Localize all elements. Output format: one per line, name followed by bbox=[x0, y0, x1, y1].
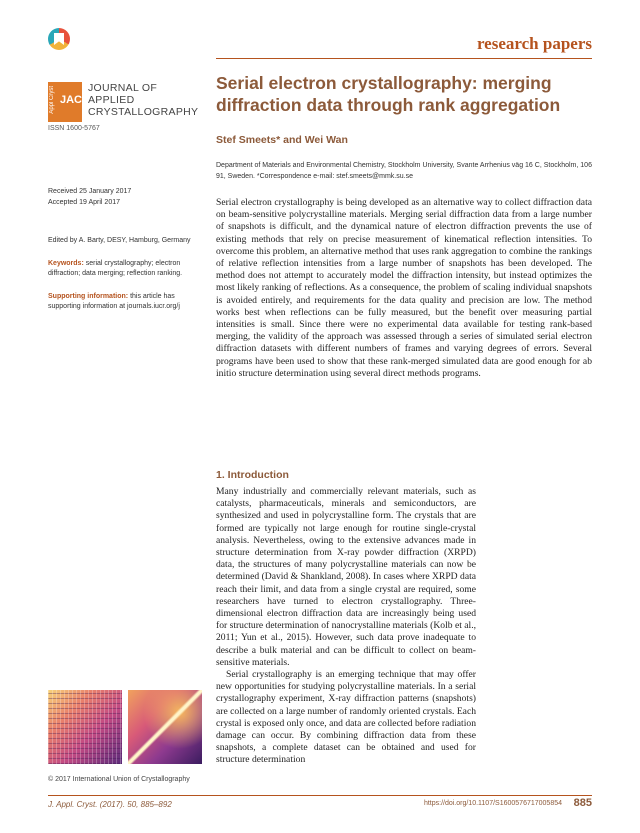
section-label: research papers bbox=[476, 34, 592, 53]
section-heading: 1. Introduction bbox=[216, 469, 289, 481]
cover-image-left bbox=[48, 690, 122, 764]
doi-link[interactable]: https://doi.org/10.1107/S1600576717005854 bbox=[423, 800, 562, 807]
header-divider bbox=[216, 58, 592, 59]
citation: J. Appl. Cryst. (2017). 50, 885–892 bbox=[48, 800, 172, 809]
journal-name: JOURNAL OF APPLIED CRYSTALLOGRAPHY bbox=[88, 82, 199, 118]
abstract: Serial electron crystallography is being developed as an alternative way to collect diffraction data on beam-sensitive polycrystalline materials. Merging serial diffraction data from a large number of snapshots is difficult, and the dynamical nature of electron diffraction prevents the use of existing methods that rely on precise measurement of kinematical reflection intensities. To overcome this problem, an alternative method that uses rank aggregation to combine the rankings of relative reflection intensities from a large number of snapshots has been developed. The method does not attempt to accurately model the diffraction intensity, but instead optimizes the most likely ranking of reflections. As a consequence, the problem of scaling individual snapshots is avoided entirely, and requirements for the data quality and precision are low. The method works best when reflections can be fully measured, but the benefit over measuring partial intensities is small. Since there were no experimental data available for testing rank-based merging, the validity of the approach was assessed through a series of simulated serial electron diffraction datasets with different numbers of frames and varying degrees of errors. Several programs have been used to show that these rank-merged simulated data are good enough for ab initio structure determination using several direct methods programs. bbox=[216, 197, 592, 379]
issn: ISSN 1600-5767 bbox=[48, 125, 100, 132]
logo-abbrev: JAC bbox=[60, 94, 83, 106]
cover-image-right bbox=[128, 690, 202, 764]
intro-paragraph-1: Many industrially and commercially relevant materials, such as catalysts, pharmaceuticals, minerals and semiconductors, are synthesized and used in polycrystalline form. The crystals that are formed are typically not large enough for routine single-crystal analysis. Nevertheless, owing to the extensive advances made in structure determination from X-ray powder diffraction (XRPD) data, the structures of many polycrystalline materials can now be determined (David & Shankland, 2008). In cases where XRPD data reach their limit, and data from a single crystal are required, some researchers have turned to electron crystallography. Three-dimensional electron diffraction data are increasingly being used for structure determination of nanocrystalline materials (Kolb et al., 2011; Yun et al., 2015). However, such data prove inadequate to describe a bulk material and can be difficult to collect on beam-sensitive materials. bbox=[216, 486, 477, 668]
accepted-date: Accepted 19 April 2017 bbox=[48, 199, 120, 206]
crossmark-icon[interactable] bbox=[48, 28, 70, 50]
affiliation: Department of Materials and Environmental Chemistry, Stockholm University, Svante Arrhenius väg 16 C, Stockholm, 106 91, Sweden. *Correspondence e-mail: stef.smeets@mmk.su.se bbox=[216, 162, 592, 180]
authors: Stef Smeets* and Wei Wan bbox=[216, 134, 348, 146]
article-title: Serial electron crystallography: merging diffraction data through rank aggregation bbox=[216, 73, 561, 115]
copyright: © 2017 International Union of Crystallography bbox=[48, 776, 190, 783]
footer-divider bbox=[48, 795, 592, 796]
logo-vertical-text: Appl Cryst bbox=[49, 86, 55, 114]
intro-paragraph-2: Serial crystallography is an emerging technique that may offer new opportunities for studying polycrystalline materials. In a serial crystallography experiment, X-ray diffraction patterns (snapshots) are collected on a large number of randomly oriented crystals. Each crystal is exposed only once, and data are collected before radiation damage can occur. By combining diffraction data from these snapshots, a complete dataset can be obtained and used for structure determination bbox=[216, 669, 476, 766]
edited-by: Edited by A. Barty, DESY, Hamburg, Germany bbox=[48, 237, 191, 244]
journal-logo bbox=[48, 82, 82, 122]
supporting-info: Supporting information: this article has supporting information at journals.iucr.org/j bbox=[48, 293, 180, 310]
page-number: 885 bbox=[573, 797, 592, 809]
received-date: Received 25 January 2017 bbox=[48, 188, 132, 195]
keywords: Keywords: serial crystallography; electron diffraction; data merging; reflection ranking. bbox=[48, 260, 183, 277]
intro-text bbox=[216, 486, 476, 767]
